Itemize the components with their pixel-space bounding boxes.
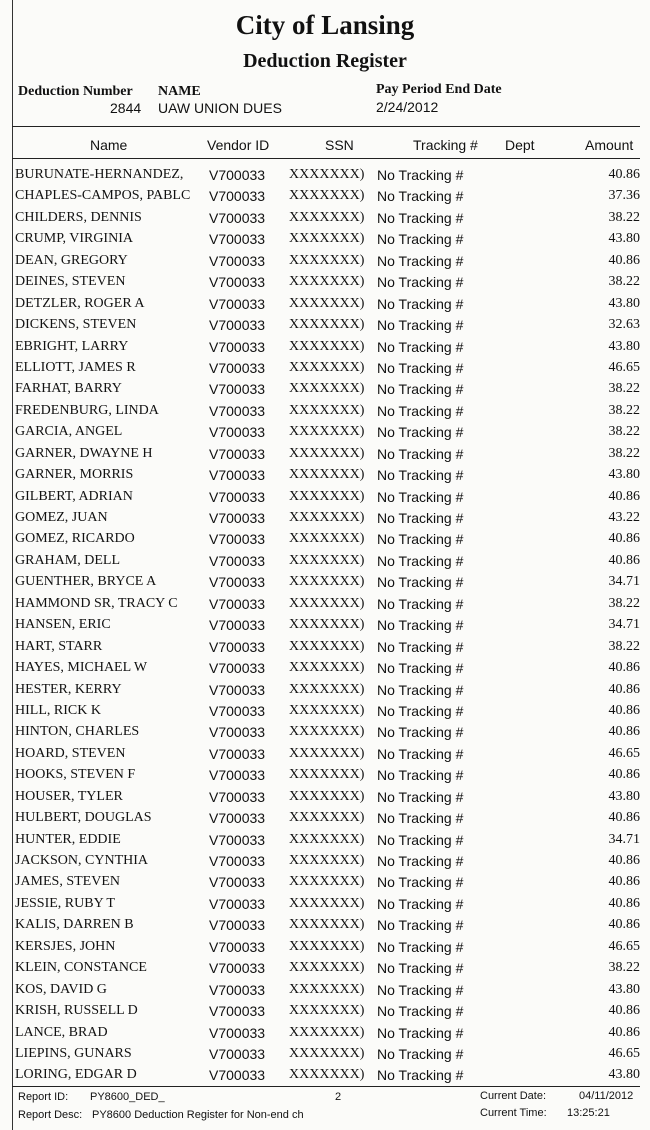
row-ssn: XXXXXXX) [289,552,365,568]
col-header-dept: Dept [505,137,535,153]
row-name: HOUSER, TYLER [15,788,123,804]
row-name: GILBERT, ADRIAN [15,488,133,504]
row-ssn: XXXXXXX) [289,874,365,890]
row-amount: 40.86 [608,810,640,826]
row-tracking: No Tracking # [377,767,464,784]
row-vendor-id: V700033 [209,981,266,998]
row-tracking: No Tracking # [377,317,464,334]
row-amount: 34.71 [608,574,640,590]
row-amount: 34.71 [608,617,640,633]
row-ssn: XXXXXXX) [289,574,365,590]
row-amount: 43.80 [608,1067,640,1083]
table-row [14,701,640,722]
row-amount: 40.86 [608,681,640,697]
row-amount: 40.86 [608,917,640,933]
row-amount: 46.65 [608,359,640,375]
row-amount: 32.63 [608,317,640,333]
table-row [14,1023,640,1044]
row-tracking: No Tracking # [377,274,464,291]
row-tracking: No Tracking # [377,231,464,248]
row-ssn: XXXXXXX) [289,938,365,954]
table-row [14,444,640,465]
row-amount: 43.80 [608,788,640,804]
row-vendor-id: V700033 [209,317,266,334]
table-row [14,637,640,658]
row-name: HESTER, KERRY [15,681,122,697]
row-name: HART, STARR [15,638,103,654]
row-tracking: No Tracking # [377,167,464,183]
row-amount: 40.86 [608,660,640,676]
table-row [14,872,640,893]
row-ssn: XXXXXXX) [289,1045,365,1061]
row-tracking: No Tracking # [377,917,464,934]
table-row [14,294,640,315]
row-name: HAYES, MICHAEL W [15,660,148,676]
current-time-label: Current Time: [480,1107,547,1119]
row-name: CRUMP, VIRGINIA [15,231,133,247]
row-ssn: XXXXXXX) [289,231,365,247]
row-ssn: XXXXXXX) [289,467,365,483]
row-ssn: XXXXXXX) [289,424,365,440]
row-tracking: No Tracking # [377,874,464,891]
row-amount: 43.80 [608,295,640,311]
row-ssn: XXXXXXX) [289,338,365,354]
table-row [14,186,640,207]
row-name: HAMMOND SR, TRACY C [15,595,178,611]
row-ssn: XXXXXXX) [289,702,365,718]
row-ssn: XXXXXXX) [289,638,365,654]
row-vendor-id: V700033 [209,445,266,462]
table-row [14,765,640,786]
table-row [14,744,640,765]
row-ssn: XXXXXXX) [289,209,365,225]
row-amount: 40.86 [608,724,640,740]
row-vendor-id: V700033 [209,167,266,183]
row-ssn: XXXXXXX) [289,402,365,418]
row-amount: 38.22 [608,595,640,611]
row-ssn: XXXXXXX) [289,188,365,204]
table-row [14,465,640,486]
table-row [14,229,640,250]
row-amount: 43.80 [608,981,640,997]
row-tracking: No Tracking # [377,531,464,548]
row-name: GARNER, MORRIS [15,467,134,483]
table-row [14,1065,640,1086]
row-name: DICKENS, STEVEN [15,317,137,333]
row-vendor-id: V700033 [209,660,266,677]
header-divider [12,126,640,127]
row-vendor-id: V700033 [209,831,266,848]
table-row [14,337,640,358]
row-ssn: XXXXXXX) [289,788,365,804]
current-time-value: 13:25:21 [567,1107,610,1119]
table-row [14,358,640,379]
row-vendor-id: V700033 [209,274,266,291]
name-label: NAME [158,84,201,99]
row-ssn: XXXXXXX) [289,274,365,290]
table-row [14,487,640,508]
table-row [14,379,640,400]
table-row [14,272,640,293]
row-ssn: XXXXXXX) [289,745,365,761]
deduction-number-label: Deduction Number [18,84,133,99]
row-name: LORING, EDGAR D [15,1067,137,1083]
row-amount: 46.65 [608,938,640,954]
row-tracking: No Tracking # [377,467,464,484]
table-row [14,572,640,593]
row-vendor-id: V700033 [209,917,266,934]
row-tracking: No Tracking # [377,595,464,612]
pay-period-label: Pay Period End Date [376,82,502,97]
table-row [14,958,640,979]
col-header-vendor: Vendor ID [207,137,270,153]
row-ssn: XXXXXXX) [289,317,365,333]
table-row [14,808,640,829]
row-ssn: XXXXXXX) [289,895,365,911]
row-amount: 34.71 [608,831,640,847]
row-tracking: No Tracking # [377,981,464,998]
row-ssn: XXXXXXX) [289,488,365,504]
row-name: KALIS, DARREN B [15,917,134,933]
row-name: KOS, DAVID G [15,981,107,997]
left-margin-line [12,0,13,1130]
row-tracking: No Tracking # [377,1045,464,1062]
row-ssn: XXXXXXX) [289,1067,365,1083]
row-tracking: No Tracking # [377,810,464,827]
row-vendor-id: V700033 [209,681,266,698]
row-ssn: XXXXXXX) [289,445,365,461]
row-vendor-id: V700033 [209,1003,266,1020]
row-name: GRAHAM, DELL [15,552,120,568]
row-tracking: No Tracking # [377,424,464,441]
row-tracking: No Tracking # [377,660,464,677]
table-row [14,830,640,851]
page-title: City of Lansing [235,10,415,40]
row-tracking: No Tracking # [377,1003,464,1020]
row-name: FARHAT, BARRY [15,381,122,397]
row-amount: 43.80 [608,338,640,354]
row-name: HOOKS, STEVEN F [15,767,136,783]
row-name: HUNTER, EDDIE [15,831,121,847]
name-value: UAW UNION DUES [158,100,282,116]
row-vendor-id: V700033 [209,1067,266,1084]
row-name: GUENTHER, BRYCE A [15,574,157,590]
row-vendor-id: V700033 [209,252,266,269]
row-name: HOARD, STEVEN [15,745,126,761]
row-ssn: XXXXXXX) [289,510,365,525]
row-name: KLEIN, CONSTANCE [15,960,147,976]
row-tracking: No Tracking # [377,338,464,355]
row-vendor-id: V700033 [209,231,266,248]
row-name: HANSEN, ERIC [15,617,111,633]
table-row [14,658,640,679]
row-amount: 43.80 [608,231,640,247]
col-header-tracking: Tracking # [413,137,478,153]
row-vendor-id: V700033 [209,1045,266,1062]
row-tracking: No Tracking # [377,617,464,634]
row-name: GOMEZ, RICARDO [15,531,135,547]
row-amount: 38.22 [608,960,640,976]
row-tracking: No Tracking # [377,638,464,655]
table-row [14,315,640,336]
row-amount: 40.86 [608,702,640,718]
row-vendor-id: V700033 [209,488,266,505]
row-amount: 38.22 [608,402,640,418]
table-row [14,894,640,915]
footer-divider [12,1086,640,1087]
row-vendor-id: V700033 [209,1024,266,1041]
row-tracking: No Tracking # [377,788,464,805]
row-vendor-id: V700033 [209,359,266,376]
row-vendor-id: V700033 [209,767,266,784]
page-subtitle: Deduction Register [243,50,407,72]
table-row [14,937,640,958]
row-tracking: No Tracking # [377,252,464,269]
row-name: ELLIOTT, JAMES R [15,359,136,375]
row-amount: 40.86 [608,874,640,890]
row-name: GARCIA, ANGEL [15,424,123,440]
row-vendor-id: V700033 [209,552,266,569]
row-vendor-id: V700033 [209,531,266,548]
col-header-ssn: SSN [325,137,354,153]
row-ssn: XXXXXXX) [289,981,365,997]
row-tracking: No Tracking # [377,552,464,569]
column-header-divider [12,158,640,159]
report-desc-value: PY8600 Deduction Register for Non-end ch [92,1109,304,1121]
row-vendor-id: V700033 [209,188,266,205]
deduction-table-body [14,165,640,1087]
row-tracking: No Tracking # [377,702,464,719]
row-ssn: XXXXXXX) [289,381,365,397]
table-row [14,787,640,808]
row-vendor-id: V700033 [209,295,266,312]
row-ssn: XXXXXXX) [289,853,365,868]
row-amount: 40.86 [608,252,640,268]
row-name: HINTON, CHARLES [15,724,140,740]
row-ssn: XXXXXXX) [289,724,365,740]
row-vendor-id: V700033 [209,874,266,891]
row-name: LANCE, BRAD [15,1024,108,1040]
row-tracking: No Tracking # [377,681,464,698]
row-vendor-id: V700033 [209,960,266,977]
row-amount: 46.65 [608,745,640,761]
row-vendor-id: V700033 [209,810,266,827]
row-vendor-id: V700033 [209,338,266,355]
row-ssn: XXXXXXX) [289,531,365,547]
table-row [14,251,640,272]
row-amount: 40.86 [608,167,640,182]
row-amount: 40.86 [608,895,640,911]
row-ssn: XXXXXXX) [289,681,365,697]
row-tracking: No Tracking # [377,831,464,848]
table-row [14,551,640,572]
row-ssn: XXXXXXX) [289,252,365,268]
row-tracking: No Tracking # [377,1024,464,1041]
row-vendor-id: V700033 [209,938,266,955]
table-row [14,615,640,636]
row-amount: 43.80 [608,467,640,483]
table-row [14,722,640,743]
row-amount: 43.22 [608,510,640,525]
row-tracking: No Tracking # [377,724,464,741]
row-amount: 40.86 [608,552,640,568]
row-ssn: XXXXXXX) [289,167,365,182]
row-amount: 38.22 [608,424,640,440]
row-amount: 38.22 [608,274,640,290]
row-amount: 38.22 [608,638,640,654]
table-row [14,980,640,1001]
row-name: LIEPINS, GUNARS [15,1045,132,1061]
row-name: CHILDERS, DENNIS [15,209,142,225]
row-tracking: No Tracking # [377,381,464,398]
row-vendor-id: V700033 [209,724,266,741]
row-vendor-id: V700033 [209,745,266,762]
row-amount: 38.22 [608,381,640,397]
row-amount: 40.86 [608,488,640,504]
row-tracking: No Tracking # [377,488,464,505]
report-id-label: Report ID: [18,1091,69,1103]
page-number: 2 [335,1091,342,1103]
row-vendor-id: V700033 [209,788,266,805]
row-name: CHAPLES-CAMPOS, PABLC [15,188,191,204]
col-header-name: Name [90,137,128,153]
row-name: BURUNATE-HERNANDEZ, [15,167,184,182]
row-ssn: XXXXXXX) [289,617,365,633]
row-amount: 40.86 [608,1003,640,1019]
row-tracking: No Tracking # [377,853,464,869]
table-row [14,1001,640,1022]
row-vendor-id: V700033 [209,617,266,634]
row-tracking: No Tracking # [377,188,464,205]
row-name: JAMES, STEVEN [15,874,121,890]
row-amount: 40.86 [608,531,640,547]
row-vendor-id: V700033 [209,467,266,484]
deduction-number-value: 2844 [110,100,142,116]
row-amount: 46.65 [608,1045,640,1061]
row-name: KRISH, RUSSELL D [15,1003,138,1019]
row-vendor-id: V700033 [209,595,266,612]
row-name: DEAN, GREGORY [15,252,128,268]
current-date-value: 04/11/2012 [579,1090,634,1102]
row-name: GOMEZ, JUAN [15,510,108,525]
row-vendor-id: V700033 [209,402,266,419]
row-vendor-id: V700033 [209,424,266,441]
report-desc-label: Report Desc: [18,1109,83,1121]
table-row [14,529,640,550]
row-ssn: XXXXXXX) [289,595,365,611]
pay-period-value: 2/24/2012 [376,99,439,115]
row-ssn: XXXXXXX) [289,960,365,976]
current-date-label: Current Date: [480,1090,547,1102]
row-ssn: XXXXXXX) [289,831,365,847]
row-tracking: No Tracking # [377,574,464,591]
table-row [14,915,640,936]
table-row [14,165,640,186]
row-tracking: No Tracking # [377,402,464,419]
row-vendor-id: V700033 [209,510,266,526]
row-name: EBRIGHT, LARRY [15,338,129,354]
row-tracking: No Tracking # [377,359,464,376]
report-id-value: PY8600_DED_ [90,1091,165,1103]
row-ssn: XXXXXXX) [289,660,365,676]
row-amount: 38.22 [608,445,640,461]
row-tracking: No Tracking # [377,445,464,462]
row-ssn: XXXXXXX) [289,1024,365,1040]
row-tracking: No Tracking # [377,1067,464,1084]
row-ssn: XXXXXXX) [289,917,365,933]
table-row [14,422,640,443]
row-ssn: XXXXXXX) [289,295,365,311]
table-row [14,401,640,422]
row-name: HULBERT, DOUGLAS [15,810,152,826]
row-vendor-id: V700033 [209,574,266,591]
row-amount: 40.86 [608,1024,640,1040]
table-row [14,851,640,872]
row-tracking: No Tracking # [377,295,464,312]
row-tracking: No Tracking # [377,960,464,977]
row-tracking: No Tracking # [377,510,464,526]
row-vendor-id: V700033 [209,853,266,869]
row-name: JESSIE, RUBY T [15,895,115,911]
table-row [14,208,640,229]
row-ssn: XXXXXXX) [289,810,365,826]
row-tracking: No Tracking # [377,938,464,955]
row-ssn: XXXXXXX) [289,1003,365,1019]
row-name: DETZLER, ROGER A [15,295,145,311]
row-vendor-id: V700033 [209,638,266,655]
row-vendor-id: V700033 [209,381,266,398]
row-vendor-id: V700033 [209,895,266,912]
row-name: DEINES, STEVEN [15,274,126,290]
row-tracking: No Tracking # [377,745,464,762]
row-amount: 40.86 [608,767,640,783]
row-name: HILL, RICK K [15,702,101,718]
row-name: FREDENBURG, LINDA [15,402,159,418]
row-name: JACKSON, CYNTHIA [15,853,149,868]
table-row [14,508,640,529]
row-ssn: XXXXXXX) [289,767,365,783]
table-row [14,594,640,615]
table-row [14,680,640,701]
row-vendor-id: V700033 [209,209,266,226]
col-header-amount: Amount [585,137,634,153]
row-vendor-id: V700033 [209,702,266,719]
row-name: KERSJES, JOHN [15,938,116,954]
row-tracking: No Tracking # [377,209,464,226]
row-ssn: XXXXXXX) [289,359,365,375]
row-amount: 37.36 [608,188,640,204]
row-tracking: No Tracking # [377,895,464,912]
row-name: GARNER, DWAYNE H [15,445,153,461]
table-row [14,1044,640,1065]
row-amount: 38.22 [608,209,640,225]
row-amount: 40.86 [608,853,640,868]
